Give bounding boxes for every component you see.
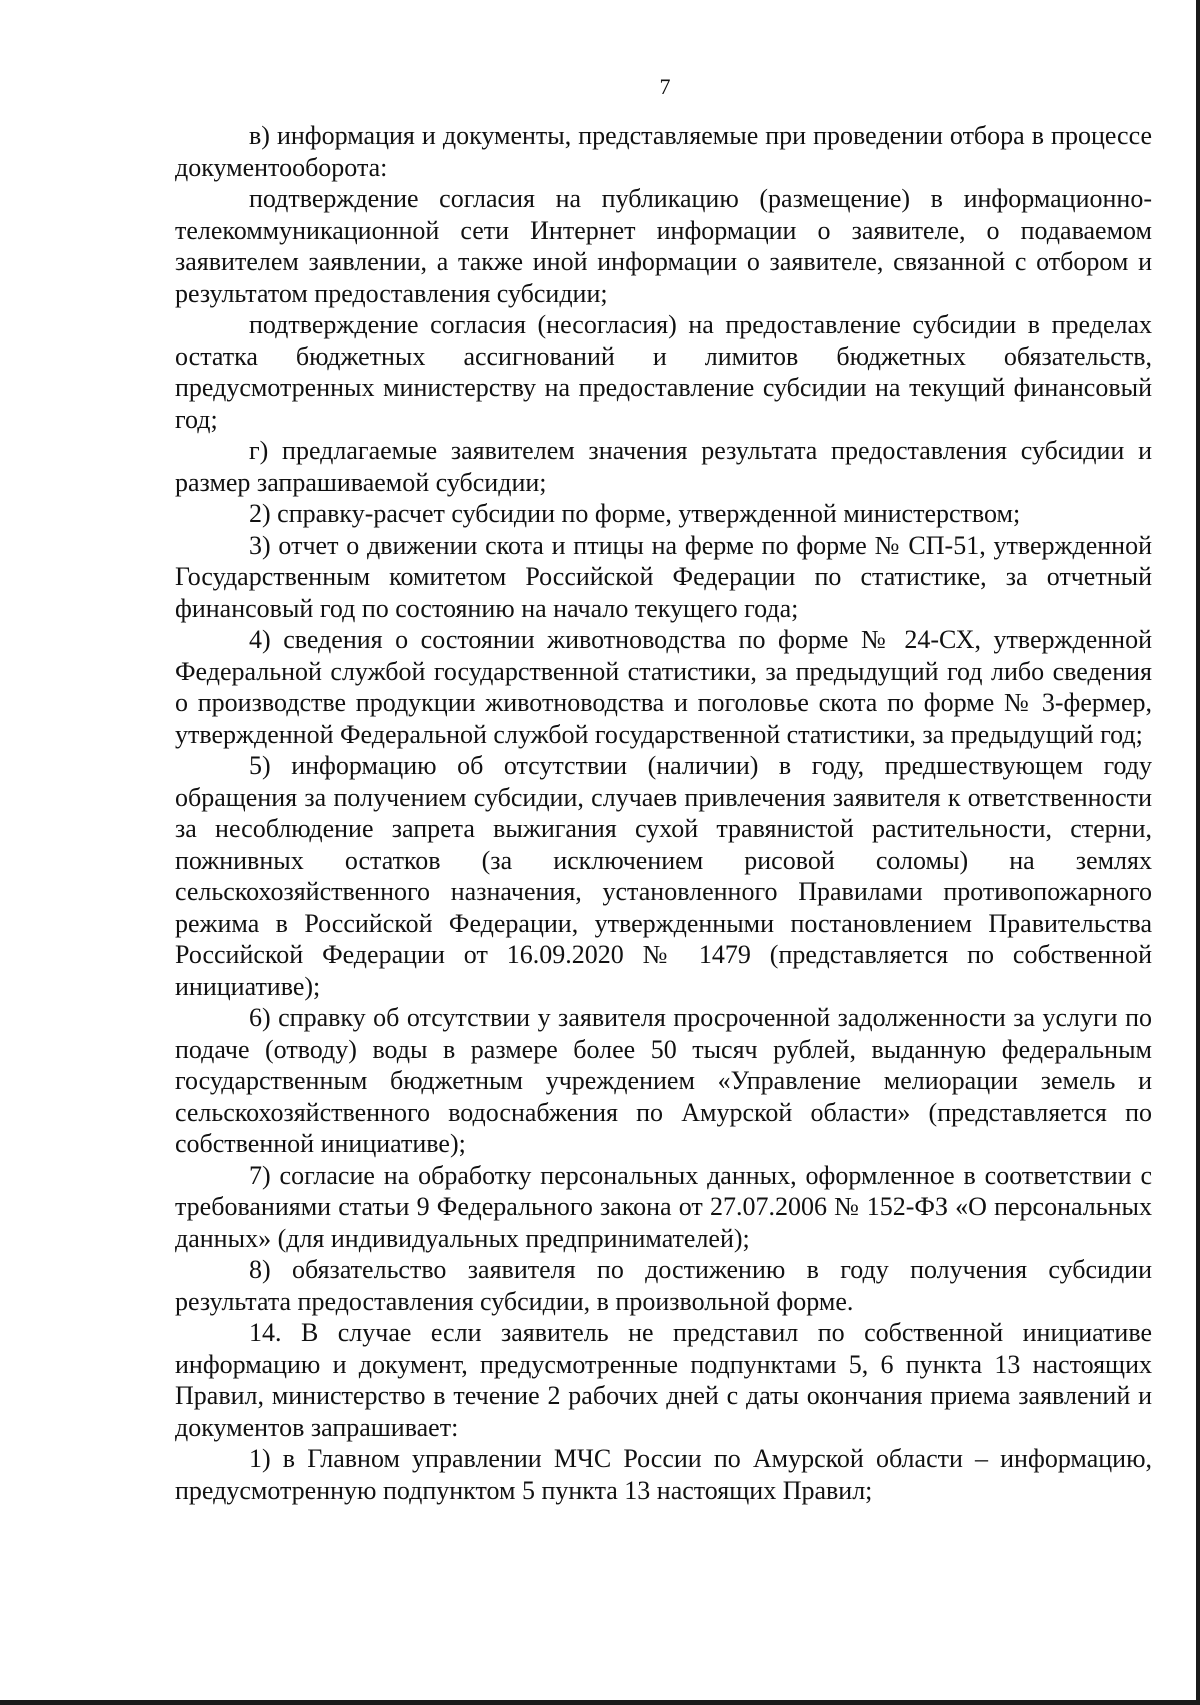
paragraph: 4) сведения о состоянии животноводства по форме № 24-СХ, утвержденной Федеральной службой государственной статистики, за предыдущий год либо сведения о производстве продукции животноводства и поголовье скота по форме № 3-фермер, утвержденной Федеральной службой государственной статистики, за предыдущий год; — [175, 625, 1152, 749]
paragraph: 3) отчет о движении скота и птицы на ферме по форме № СП-51, утвержденной Государственным комитетом Российской Федерации по статистике, за отчетный финансовый год по состоянию на начало текущего года; — [175, 530, 1152, 623]
scan-edge-right — [1196, 0, 1200, 1705]
paragraph: 7) согласие на обработку персональных данных, оформленное в соответствии с требованиями статьи 9 Федерального закона от 27.07.2006 № 152-ФЗ «О персональных данных» (для индивидуальных предпринимателей); — [175, 1160, 1152, 1253]
paragraph: 1) в Главном управлении МЧС России по Амурской области – информацию, предусмотренную подпунктом 5 пункта 13 настоящих Правил; — [175, 1444, 1152, 1505]
paragraph: г) предлагаемые заявителем значения результата предоставления субсидии и размер запрашиваемой субсидии; — [175, 436, 1152, 497]
paragraph: подтверждение согласия на публикацию (размещение) в информационно-телекоммуникационной сети Интернет информации о заявителе, о подаваемом заявителем заявлении, а также иной информации о заявителе, связанной с отбором и результатом предоставления субсидии; — [175, 184, 1152, 308]
paragraph: в) информация и документы, представляемые при проведении отбора в процессе документооборота: — [175, 121, 1152, 182]
paragraph: 5) информацию об отсутствии (наличии) в году, предшествующем году обращения за получением субсидии, случаев привлечения заявителя к ответственности за несоблюдение запрета выжигания сухой травянистой растительности, стерни, пожнивных остатков (за исключением рисовой соломы) на землях сельскохозяйственного назначения, установленного Правилами противопожарного режима в Российской Федерации, утвержденными постановлением Правительства Российской Федерации от 16.09.2020 № 1479 (представляется по собственной инициативе); — [175, 751, 1152, 1001]
paragraph: 8) обязательство заявителя по достижению в году получения субсидии результата предоставления субсидии, в произвольной форме. — [175, 1255, 1152, 1316]
page-number: 7 — [659, 74, 671, 99]
paragraph: 6) справку об отсутствии у заявителя просроченной задолженности за услуги по подаче (отводу) воды в размере более 50 тысяч рублей, выданную федеральным государственным бюджетным учреждением «Управление мелиорации земель и сельскохозяйственного водоснабжения по Амурской области» (представляется по собственной инициативе); — [175, 1003, 1152, 1158]
paragraph: подтверждение согласия (несогласия) на предоставление субсидии в пределах остатка бюджетных ассигнований и лимитов бюджетных обязательств, предусмотренных министерству на предоставление субсидии на текущий финансовый год; — [175, 310, 1152, 434]
scan-edge-bottom — [0, 1700, 1200, 1705]
paragraph: 14. В случае если заявитель не представил по собственной инициативе информацию и документ, предусмотренные подпунктами 5, 6 пункта 13 настоящих Правил, министерство в течение 2 рабочих дней с даты окончания приема заявлений и документов запрашивает: — [175, 1318, 1152, 1442]
paragraph: 2) справку-расчет субсидии по форме, утвержденной министерством; — [249, 499, 1021, 528]
document-body — [175, 120, 1152, 1506]
